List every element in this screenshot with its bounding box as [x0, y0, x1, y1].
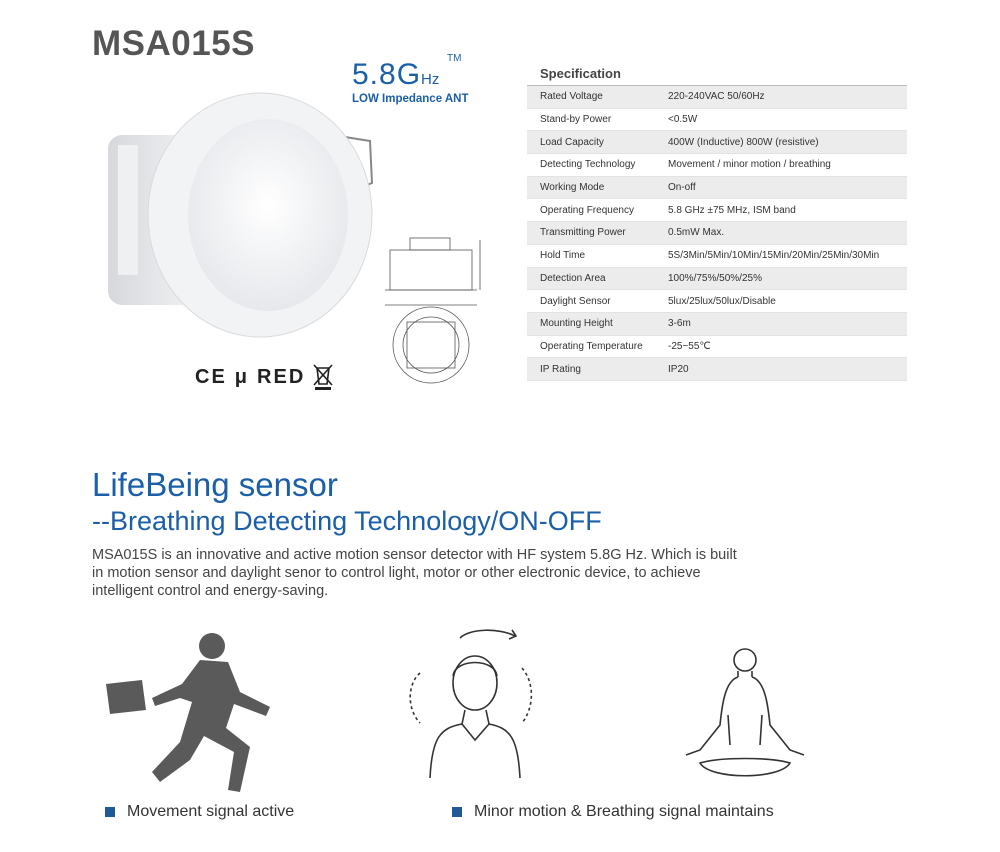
bullet-square-icon: [452, 807, 462, 817]
spec-value: 220-240VAC 50/60Hz: [668, 91, 765, 103]
spec-label: Operating Frequency: [540, 204, 634, 216]
spec-label: Operating Temperature: [540, 340, 643, 352]
section-description: MSA015S is an innovative and active motion sensor detector with HF system 5.8G Hz. Which is built in motion sensor and daylight senor to control light, motor or other electronic device, to achieve intelligent control and energy-saving.: [92, 547, 737, 599]
red-mark: RED: [257, 365, 306, 388]
spec-value: 100%/75%/50%/25%: [668, 272, 762, 284]
spec-row: [527, 199, 907, 222]
sensor-product-image: [100, 75, 380, 340]
spec-row: [527, 245, 907, 268]
spec-label: Mounting Height: [540, 318, 613, 330]
feature-breathing: [452, 803, 774, 821]
weee-bin-icon: [313, 364, 333, 390]
mu-mark: μ: [234, 365, 250, 388]
spec-row: [527, 358, 907, 381]
spec-value: Movement / minor motion / breathing: [668, 159, 831, 171]
spec-row: [527, 86, 907, 109]
bullet-square-icon: [105, 807, 115, 817]
spec-row: [527, 268, 907, 291]
section-title: LifeBeing sensor: [92, 466, 338, 503]
feature-label: Minor motion & Breathing signal maintains: [474, 803, 774, 820]
frequency-badge: [352, 58, 439, 92]
product-title: MSA015S: [92, 24, 256, 63]
spec-row: [527, 222, 907, 245]
spec-value: 400W (Inductive) 800W (resistive): [668, 136, 819, 148]
spec-value: 5lux/25lux/50lux/Disable: [668, 295, 776, 307]
spec-label: IP Rating: [540, 363, 581, 375]
spec-value: 3-6m: [668, 318, 691, 330]
specification-title: Specification: [527, 64, 907, 86]
spec-row: [527, 109, 907, 132]
spec-value: -25~55℃: [668, 340, 711, 352]
spec-value: IP20: [668, 363, 689, 375]
antenna-label: LOW Impedance ANT: [352, 93, 469, 105]
person-head-turn-icon: [400, 628, 535, 783]
spec-label: Working Mode: [540, 182, 605, 194]
spec-label: Hold Time: [540, 250, 586, 262]
spec-value: On-off: [668, 182, 696, 194]
spec-row: [527, 177, 907, 200]
spec-value: 5.8 GHz ±75 MHz, ISM band: [668, 204, 796, 216]
dimension-drawing: [385, 230, 490, 385]
section-subtitle: --Breathing Detecting Technology/ON-OFF: [92, 506, 602, 536]
spec-value: 0.5mW Max.: [668, 227, 725, 239]
meditation-figure-icon: [680, 645, 810, 790]
specification-table: [527, 64, 907, 381]
ce-mark: CE: [195, 365, 227, 388]
spec-label: Daylight Sensor: [540, 295, 611, 307]
certification-marks: [195, 364, 333, 390]
spec-row: [527, 313, 907, 336]
spec-value: <0.5W: [668, 114, 698, 126]
spec-label: Detecting Technology: [540, 159, 636, 171]
feature-label: Movement signal active: [127, 803, 295, 820]
spec-row: [527, 336, 907, 359]
spec-label: Detection Area: [540, 272, 606, 284]
spec-row: [527, 154, 907, 177]
frequency-value: 5.8G: [352, 58, 422, 91]
running-man-icon: [100, 632, 280, 797]
spec-label: Stand-by Power: [540, 114, 612, 126]
spec-label: Rated Voltage: [540, 91, 603, 103]
spec-label: Load Capacity: [540, 136, 604, 148]
spec-label: Transmitting Power: [540, 227, 626, 239]
spec-value: 5S/3Min/5Min/10Min/15Min/20Min/25Min/30Min: [668, 250, 880, 262]
feature-movement: [105, 803, 294, 821]
spec-row: [527, 290, 907, 313]
spec-row: [527, 131, 907, 154]
trademark-mark: TM: [447, 53, 462, 64]
frequency-unit: Hz: [421, 71, 440, 88]
